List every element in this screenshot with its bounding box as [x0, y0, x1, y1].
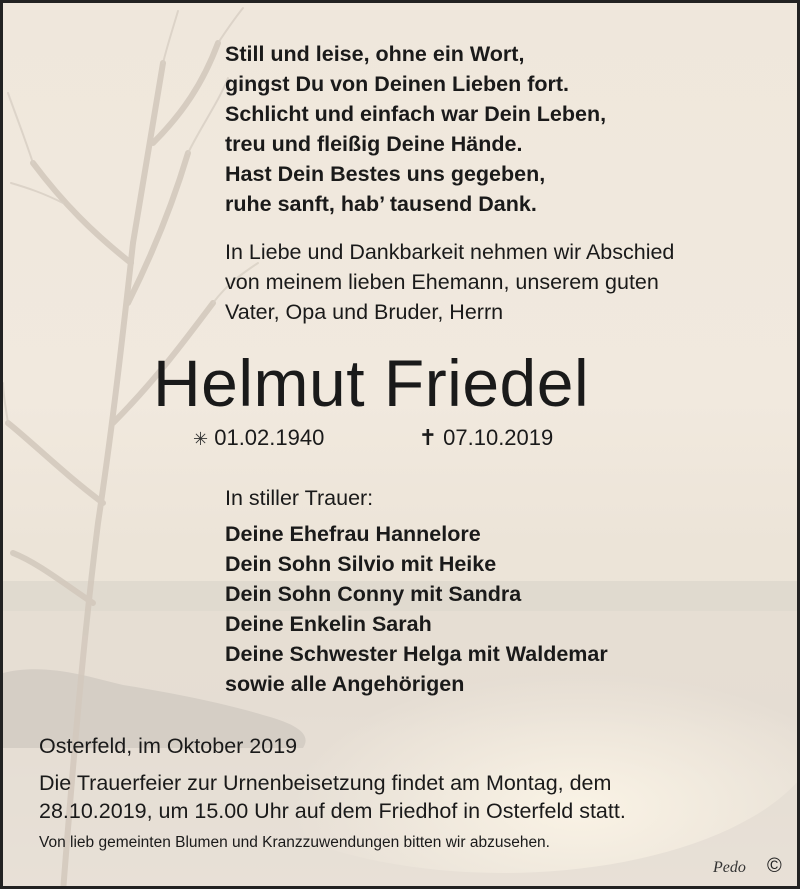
intro-line: In Liebe und Dankbarkeit nehmen wir Abschied	[225, 240, 675, 264]
place-date: Osterfeld, im Oktober 2019	[39, 734, 298, 758]
birth-date: 01.02.1940	[214, 425, 325, 450]
poem-line: treu und fleißig Deine Hände.	[225, 132, 523, 156]
mourners-list	[225, 519, 608, 699]
mourners-heading: In stiller Trauer:	[225, 486, 374, 510]
poem-line: Still und leise, ohne ein Wort,	[225, 42, 525, 66]
farewell-intro	[225, 237, 674, 327]
service-info	[39, 769, 626, 825]
death-date: 07.10.2019	[443, 425, 554, 450]
intro-line: Vater, Opa und Bruder, Herrn	[225, 300, 504, 324]
flowers-note: Von lieb gemeinten Blumen und Kranzzuwendungen bitten wir abzusehen.	[39, 834, 550, 851]
birth-star-icon: ✳	[193, 429, 209, 449]
mourner-name: Deine Ehefrau Hannelore	[225, 522, 481, 546]
poem-line: gingst Du von Deinen Lieben fort.	[225, 72, 569, 96]
mourner-name: Dein Sohn Silvio mit Heike	[225, 552, 497, 576]
mourner-name: Dein Sohn Conny mit Sandra	[225, 582, 522, 606]
deceased-name: Helmut Friedel	[153, 346, 590, 420]
poem-line: Schlicht und einfach war Dein Leben,	[225, 102, 607, 126]
life-dates	[193, 423, 553, 454]
mourner-name: sowie alle Angehörigen	[225, 672, 465, 696]
service-line: 28.10.2019, um 15.00 Uhr auf dem Friedhof in Osterfeld statt.	[39, 799, 626, 823]
mourner-name: Deine Schwester Helga mit Waldemar	[225, 642, 608, 666]
poem-line: Hast Dein Bestes uns gegeben,	[225, 162, 546, 186]
service-line: Die Trauerfeier zur Urnenbeisetzung findet am Montag, dem	[39, 771, 612, 795]
death-cross-icon: ✝	[418, 425, 438, 450]
publisher-logo: Pedo	[713, 859, 746, 876]
intro-line: von meinem lieben Ehemann, unserem guten	[225, 270, 659, 294]
poem	[225, 39, 606, 219]
copyright-icon: ©	[767, 855, 782, 877]
poem-line: ruhe sanft, hab’ tausend Dank.	[225, 192, 537, 216]
mourner-name: Deine Enkelin Sarah	[225, 612, 432, 636]
